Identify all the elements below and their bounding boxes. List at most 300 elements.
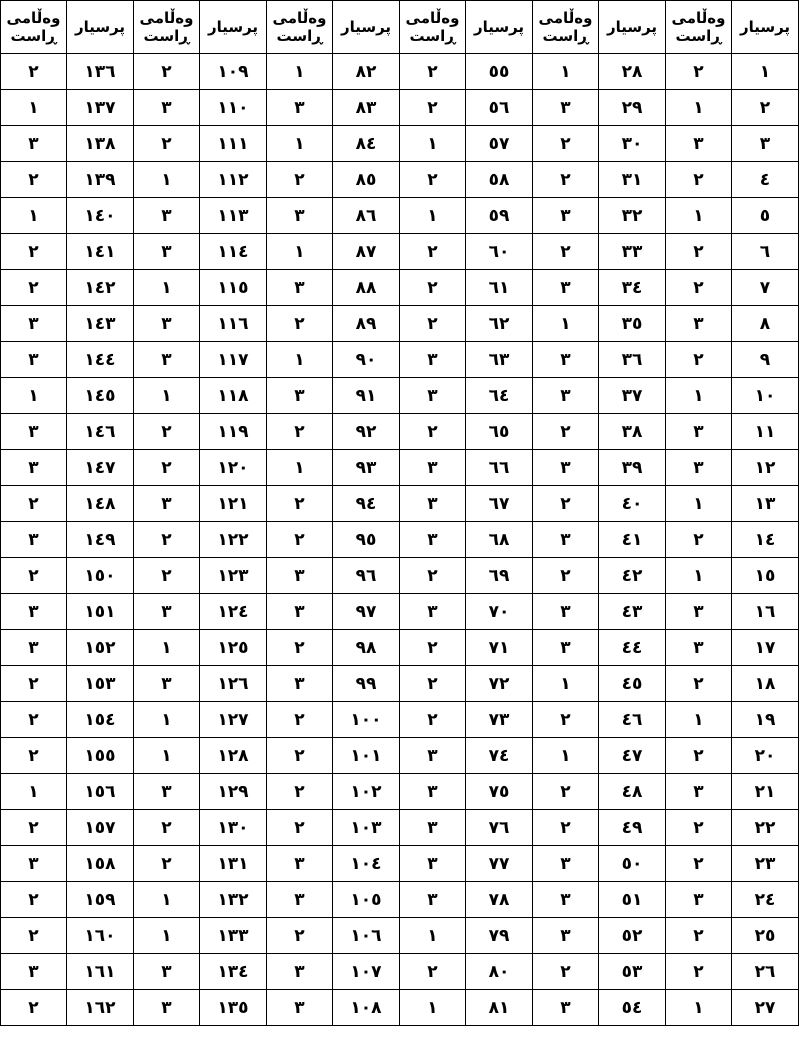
correct-answer-cell: ٣ <box>134 954 200 990</box>
correct-answer-cell: ١ <box>400 990 466 1026</box>
question-number-cell: ٤٩ <box>599 810 666 846</box>
question-header: پرسیار <box>732 1 799 54</box>
header-row <box>1 1 799 54</box>
correct-answer-cell: ٣ <box>1 522 67 558</box>
correct-answer-cell: ١ <box>666 702 732 738</box>
question-number-cell: ١٧ <box>732 630 799 666</box>
question-header: پرسیار <box>333 1 400 54</box>
question-number-cell: ٧٦ <box>466 810 533 846</box>
correct-answer-cell: ٣ <box>400 738 466 774</box>
question-number-cell: ١٩ <box>732 702 799 738</box>
question-number-cell: ١٥ <box>732 558 799 594</box>
correct-answer-cell: ٣ <box>267 954 333 990</box>
correct-answer-cell: ٢ <box>1 738 67 774</box>
question-number-cell: ٤٦ <box>599 702 666 738</box>
correct-answer-cell: ٣ <box>400 810 466 846</box>
question-number-cell: ١٣٨ <box>67 126 134 162</box>
correct-answer-cell: ٣ <box>533 918 599 954</box>
correct-answer-cell: ٢ <box>267 162 333 198</box>
question-number-cell: ١٠٨ <box>333 990 400 1026</box>
correct-answer-cell: ٢ <box>267 486 333 522</box>
correct-answer-cell: ٢ <box>1 558 67 594</box>
question-number-cell: ١ <box>732 54 799 90</box>
table-body <box>1 54 799 1026</box>
question-number-cell: ١٤٤ <box>67 342 134 378</box>
question-number-cell: ١٣٩ <box>67 162 134 198</box>
correct-answer-cell: ٣ <box>533 198 599 234</box>
correct-answer-cell: ٣ <box>666 126 732 162</box>
correct-answer-cell: ٢ <box>267 702 333 738</box>
correct-answer-cell: ٢ <box>533 126 599 162</box>
question-number-cell: ١٥٠ <box>67 558 134 594</box>
question-number-cell: ٣٢ <box>599 198 666 234</box>
question-number-cell: ٢٣ <box>732 846 799 882</box>
question-number-cell: ١٣٦ <box>67 54 134 90</box>
answer-header: وەڵامی ڕاست <box>267 1 333 54</box>
question-number-cell: ٦١ <box>466 270 533 306</box>
correct-answer-cell: ١ <box>1 198 67 234</box>
question-number-cell: ٤٤ <box>599 630 666 666</box>
question-number-cell: ١١١ <box>200 126 267 162</box>
correct-answer-cell: ٢ <box>666 954 732 990</box>
correct-answer-cell: ٣ <box>533 846 599 882</box>
correct-answer-cell: ٣ <box>400 846 466 882</box>
table-row <box>1 954 799 990</box>
correct-answer-cell: ٣ <box>666 450 732 486</box>
correct-answer-cell: ٢ <box>400 954 466 990</box>
question-number-cell: ٤٧ <box>599 738 666 774</box>
question-number-cell: ٩٠ <box>333 342 400 378</box>
correct-answer-cell: ١ <box>666 486 732 522</box>
table-row <box>1 810 799 846</box>
correct-answer-cell: ٣ <box>400 522 466 558</box>
correct-answer-cell: ٢ <box>400 558 466 594</box>
question-number-cell: ٢٩ <box>599 90 666 126</box>
question-header: پرسیار <box>67 1 134 54</box>
correct-answer-cell: ١ <box>1 378 67 414</box>
question-number-cell: ١٢٤ <box>200 594 267 630</box>
correct-answer-cell: ٢ <box>267 774 333 810</box>
question-number-cell: ٨١ <box>466 990 533 1026</box>
correct-answer-cell: ٢ <box>533 702 599 738</box>
table-row <box>1 918 799 954</box>
correct-answer-cell: ١ <box>666 990 732 1026</box>
question-number-cell: ١١٦ <box>200 306 267 342</box>
table-row <box>1 846 799 882</box>
correct-answer-cell: ٢ <box>267 810 333 846</box>
correct-answer-cell: ٢ <box>267 306 333 342</box>
question-number-cell: ١٤ <box>732 522 799 558</box>
question-number-cell: ١٣٢ <box>200 882 267 918</box>
table-row <box>1 774 799 810</box>
correct-answer-cell: ٣ <box>533 378 599 414</box>
question-number-cell: ٣٨ <box>599 414 666 450</box>
question-number-cell: ١٠ <box>732 378 799 414</box>
correct-answer-cell: ٣ <box>1 594 67 630</box>
question-number-cell: ٢٧ <box>732 990 799 1026</box>
question-number-cell: ١٥٨ <box>67 846 134 882</box>
correct-answer-cell: ٢ <box>400 162 466 198</box>
question-number-cell: ٨٣ <box>333 90 400 126</box>
correct-answer-cell: ٢ <box>666 810 732 846</box>
question-number-cell: ١١٣ <box>200 198 267 234</box>
question-number-cell: ٦٩ <box>466 558 533 594</box>
correct-answer-cell: ٣ <box>134 666 200 702</box>
question-number-cell: ٨٧ <box>333 234 400 270</box>
correct-answer-cell: ٣ <box>1 306 67 342</box>
correct-answer-cell: ٣ <box>666 306 732 342</box>
question-number-cell: ١٢٨ <box>200 738 267 774</box>
correct-answer-cell: ٣ <box>666 414 732 450</box>
question-number-cell: ٨٠ <box>466 954 533 990</box>
question-number-cell: ١٠٥ <box>333 882 400 918</box>
question-number-cell: ١٥٩ <box>67 882 134 918</box>
question-number-cell: ١٠٠ <box>333 702 400 738</box>
table-row <box>1 54 799 90</box>
correct-answer-cell: ٢ <box>1 702 67 738</box>
correct-answer-cell: ٣ <box>533 90 599 126</box>
question-number-cell: ٥ <box>732 198 799 234</box>
correct-answer-cell: ٣ <box>400 378 466 414</box>
correct-answer-cell: ٢ <box>134 522 200 558</box>
table-row <box>1 630 799 666</box>
question-number-cell: ١١٨ <box>200 378 267 414</box>
question-number-cell: ١٣٤ <box>200 954 267 990</box>
table-row <box>1 90 799 126</box>
question-number-cell: ١٥٥ <box>67 738 134 774</box>
question-number-cell: ٧٠ <box>466 594 533 630</box>
correct-answer-cell: ٢ <box>400 306 466 342</box>
question-number-cell: ٥١ <box>599 882 666 918</box>
correct-answer-cell: ٣ <box>533 522 599 558</box>
question-number-cell: ٤٢ <box>599 558 666 594</box>
question-number-cell: ٤٣ <box>599 594 666 630</box>
question-number-cell: ٩ <box>732 342 799 378</box>
correct-answer-cell: ٢ <box>533 234 599 270</box>
correct-answer-cell: ٢ <box>533 954 599 990</box>
question-number-cell: ٨٦ <box>333 198 400 234</box>
question-number-cell: ٧٧ <box>466 846 533 882</box>
question-number-cell: ١٤٠ <box>67 198 134 234</box>
question-number-cell: ١٠٧ <box>333 954 400 990</box>
correct-answer-cell: ١ <box>267 126 333 162</box>
table-row <box>1 126 799 162</box>
correct-answer-cell: ٢ <box>1 990 67 1026</box>
correct-answer-cell: ١ <box>134 630 200 666</box>
answer-header: وەڵامی ڕاست <box>533 1 599 54</box>
question-number-cell: ١٢٩ <box>200 774 267 810</box>
question-number-cell: ٦٧ <box>466 486 533 522</box>
table-row <box>1 990 799 1026</box>
question-number-cell: ١٦٢ <box>67 990 134 1026</box>
correct-answer-cell: ٢ <box>134 810 200 846</box>
question-number-cell: ٦٨ <box>466 522 533 558</box>
question-number-cell: ٨٩ <box>333 306 400 342</box>
question-number-cell: ١٣٧ <box>67 90 134 126</box>
table-row <box>1 162 799 198</box>
correct-answer-cell: ١ <box>134 378 200 414</box>
question-number-cell: ١٢٦ <box>200 666 267 702</box>
answer-header: وەڵامی ڕاست <box>666 1 732 54</box>
question-number-cell: ٨٤ <box>333 126 400 162</box>
correct-answer-cell: ٣ <box>400 594 466 630</box>
correct-answer-cell: ٣ <box>1 846 67 882</box>
correct-answer-cell: ٢ <box>400 702 466 738</box>
table-row <box>1 306 799 342</box>
question-number-cell: ١٣ <box>732 486 799 522</box>
question-number-cell: ٩٤ <box>333 486 400 522</box>
question-number-cell: ١٢٥ <box>200 630 267 666</box>
correct-answer-cell: ٢ <box>1 54 67 90</box>
question-number-cell: ٧٢ <box>466 666 533 702</box>
question-number-cell: ١٢٢ <box>200 522 267 558</box>
correct-answer-cell: ٣ <box>1 954 67 990</box>
correct-answer-cell: ١ <box>666 378 732 414</box>
correct-answer-cell: ٢ <box>666 234 732 270</box>
question-number-cell: ٧ <box>732 270 799 306</box>
answer-header: وەڵامی ڕاست <box>400 1 466 54</box>
question-number-cell: ١٢٧ <box>200 702 267 738</box>
question-header: پرسیار <box>200 1 267 54</box>
question-number-cell: ٧٥ <box>466 774 533 810</box>
correct-answer-cell: ١ <box>134 270 200 306</box>
question-number-cell: ١٢ <box>732 450 799 486</box>
question-number-cell: ٥٢ <box>599 918 666 954</box>
question-number-cell: ٣٣ <box>599 234 666 270</box>
correct-answer-cell: ٣ <box>267 378 333 414</box>
correct-answer-cell: ٣ <box>533 882 599 918</box>
correct-answer-cell: ٢ <box>400 270 466 306</box>
correct-answer-cell: ٣ <box>533 342 599 378</box>
table-row <box>1 378 799 414</box>
correct-answer-cell: ٢ <box>134 450 200 486</box>
correct-answer-cell: ٢ <box>400 90 466 126</box>
question-number-cell: ١٤٧ <box>67 450 134 486</box>
correct-answer-cell: ٣ <box>533 630 599 666</box>
correct-answer-cell: ٣ <box>134 486 200 522</box>
correct-answer-cell: ٣ <box>400 486 466 522</box>
question-number-cell: ٢٠ <box>732 738 799 774</box>
question-number-cell: ١٤٦ <box>67 414 134 450</box>
question-number-cell: ٣ <box>732 126 799 162</box>
correct-answer-cell: ٣ <box>666 774 732 810</box>
question-number-cell: ٨٢ <box>333 54 400 90</box>
question-number-cell: ١٣١ <box>200 846 267 882</box>
correct-answer-cell: ٢ <box>666 918 732 954</box>
question-number-cell: ١٢١ <box>200 486 267 522</box>
question-number-cell: ١٦ <box>732 594 799 630</box>
correct-answer-cell: ٢ <box>267 738 333 774</box>
question-number-cell: ١١٧ <box>200 342 267 378</box>
question-number-cell: ٢٥ <box>732 918 799 954</box>
question-number-cell: ٧١ <box>466 630 533 666</box>
question-number-cell: ١٤٣ <box>67 306 134 342</box>
question-number-cell: ٥٥ <box>466 54 533 90</box>
correct-answer-cell: ٢ <box>666 342 732 378</box>
table-row <box>1 270 799 306</box>
question-number-cell: ١٥٤ <box>67 702 134 738</box>
correct-answer-cell: ٢ <box>666 270 732 306</box>
correct-answer-cell: ١ <box>1 774 67 810</box>
correct-answer-cell: ٣ <box>533 270 599 306</box>
correct-answer-cell: ٣ <box>267 558 333 594</box>
correct-answer-cell: ١ <box>400 918 466 954</box>
correct-answer-cell: ٣ <box>134 198 200 234</box>
correct-answer-cell: ٢ <box>1 234 67 270</box>
correct-answer-cell: ٣ <box>267 990 333 1026</box>
correct-answer-cell: ٢ <box>400 54 466 90</box>
question-number-cell: ٣٠ <box>599 126 666 162</box>
question-number-cell: ٤ <box>732 162 799 198</box>
correct-answer-cell: ٣ <box>533 990 599 1026</box>
correct-answer-cell: ٣ <box>267 90 333 126</box>
question-number-cell: ٧٨ <box>466 882 533 918</box>
correct-answer-cell: ٢ <box>533 162 599 198</box>
question-number-cell: ١٠٣ <box>333 810 400 846</box>
correct-answer-cell: ٣ <box>267 882 333 918</box>
correct-answer-cell: ٣ <box>400 774 466 810</box>
correct-answer-cell: ٣ <box>267 270 333 306</box>
question-number-cell: ٨ <box>732 306 799 342</box>
question-number-cell: ١٤٨ <box>67 486 134 522</box>
correct-answer-cell: ٢ <box>400 234 466 270</box>
correct-answer-cell: ٣ <box>666 630 732 666</box>
question-header: پرسیار <box>599 1 666 54</box>
table-row <box>1 414 799 450</box>
question-number-cell: ٦٠ <box>466 234 533 270</box>
question-number-cell: ٩٥ <box>333 522 400 558</box>
question-number-cell: ١١٠ <box>200 90 267 126</box>
question-number-cell: ٢٢ <box>732 810 799 846</box>
correct-answer-cell: ٣ <box>134 342 200 378</box>
question-number-cell: ١٨ <box>732 666 799 702</box>
question-number-cell: ٤٥ <box>599 666 666 702</box>
question-number-cell: ٤٠ <box>599 486 666 522</box>
question-number-cell: ١١٢ <box>200 162 267 198</box>
correct-answer-cell: ٣ <box>1 630 67 666</box>
question-number-cell: ١٠٢ <box>333 774 400 810</box>
correct-answer-cell: ١ <box>134 918 200 954</box>
correct-answer-cell: ١ <box>400 198 466 234</box>
question-number-cell: ٩٣ <box>333 450 400 486</box>
correct-answer-cell: ١ <box>134 882 200 918</box>
question-number-cell: ٩٨ <box>333 630 400 666</box>
correct-answer-cell: ٢ <box>1 918 67 954</box>
correct-answer-cell: ٣ <box>134 594 200 630</box>
question-number-cell: ٨٨ <box>333 270 400 306</box>
table-row <box>1 486 799 522</box>
question-number-cell: ٥٩ <box>466 198 533 234</box>
correct-answer-cell: ٢ <box>666 162 732 198</box>
question-number-cell: ٥٨ <box>466 162 533 198</box>
question-number-cell: ١١٥ <box>200 270 267 306</box>
correct-answer-cell: ١ <box>267 234 333 270</box>
question-number-cell: ١٠١ <box>333 738 400 774</box>
correct-answer-cell: ١ <box>533 54 599 90</box>
correct-answer-cell: ٣ <box>134 774 200 810</box>
question-number-cell: ١٥٦ <box>67 774 134 810</box>
question-number-cell: ١٤٢ <box>67 270 134 306</box>
correct-answer-cell: ٣ <box>533 450 599 486</box>
correct-answer-cell: ٢ <box>533 486 599 522</box>
correct-answer-cell: ١ <box>134 702 200 738</box>
correct-answer-cell: ٣ <box>1 414 67 450</box>
question-number-cell: ١١ <box>732 414 799 450</box>
correct-answer-cell: ٢ <box>134 846 200 882</box>
question-number-cell: ٣٦ <box>599 342 666 378</box>
correct-answer-cell: ٢ <box>267 630 333 666</box>
table-row <box>1 882 799 918</box>
question-number-cell: ٨٥ <box>333 162 400 198</box>
correct-answer-cell: ٢ <box>400 414 466 450</box>
correct-answer-cell: ٣ <box>267 594 333 630</box>
correct-answer-cell: ١ <box>666 90 732 126</box>
question-number-cell: ٧٤ <box>466 738 533 774</box>
question-number-cell: ١٣٣ <box>200 918 267 954</box>
table-row <box>1 450 799 486</box>
question-number-cell: ٣١ <box>599 162 666 198</box>
correct-answer-cell: ٢ <box>1 486 67 522</box>
table-row <box>1 594 799 630</box>
table-row <box>1 198 799 234</box>
question-number-cell: ٧٩ <box>466 918 533 954</box>
question-number-cell: ٩١ <box>333 378 400 414</box>
correct-answer-cell: ٢ <box>134 126 200 162</box>
correct-answer-cell: ٢ <box>1 810 67 846</box>
correct-answer-cell: ٢ <box>533 774 599 810</box>
question-number-cell: ١١٩ <box>200 414 267 450</box>
correct-answer-cell: ١ <box>267 54 333 90</box>
question-number-cell: ٦٤ <box>466 378 533 414</box>
correct-answer-cell: ٢ <box>267 918 333 954</box>
correct-answer-cell: ٣ <box>134 306 200 342</box>
table-row <box>1 342 799 378</box>
question-number-cell: ٢٤ <box>732 882 799 918</box>
question-number-cell: ١٦٠ <box>67 918 134 954</box>
correct-answer-cell: ١ <box>533 306 599 342</box>
correct-answer-cell: ٢ <box>1 882 67 918</box>
correct-answer-cell: ٢ <box>134 414 200 450</box>
correct-answer-cell: ٣ <box>134 990 200 1026</box>
answer-header: وەڵامی ڕاست <box>1 1 67 54</box>
question-number-cell: ١٦١ <box>67 954 134 990</box>
correct-answer-cell: ٢ <box>666 738 732 774</box>
correct-answer-cell: ٣ <box>400 342 466 378</box>
correct-answer-cell: ٣ <box>666 594 732 630</box>
correct-answer-cell: ٢ <box>400 630 466 666</box>
answer-header: وەڵامی ڕاست <box>134 1 200 54</box>
correct-answer-cell: ٣ <box>666 882 732 918</box>
correct-answer-cell: ٢ <box>400 666 466 702</box>
correct-answer-cell: ٢ <box>666 846 732 882</box>
table-row <box>1 702 799 738</box>
correct-answer-cell: ٣ <box>267 846 333 882</box>
table-row <box>1 234 799 270</box>
correct-answer-cell: ١ <box>666 558 732 594</box>
question-number-cell: ١٥٧ <box>67 810 134 846</box>
question-header: پرسیار <box>466 1 533 54</box>
question-number-cell: ٤١ <box>599 522 666 558</box>
question-number-cell: ٩٩ <box>333 666 400 702</box>
question-number-cell: ٢١ <box>732 774 799 810</box>
table-row <box>1 738 799 774</box>
correct-answer-cell: ٢ <box>267 522 333 558</box>
question-number-cell: ٥٤ <box>599 990 666 1026</box>
table-header <box>1 1 799 54</box>
correct-answer-cell: ٣ <box>533 594 599 630</box>
table-row <box>1 666 799 702</box>
correct-answer-cell: ١ <box>134 738 200 774</box>
